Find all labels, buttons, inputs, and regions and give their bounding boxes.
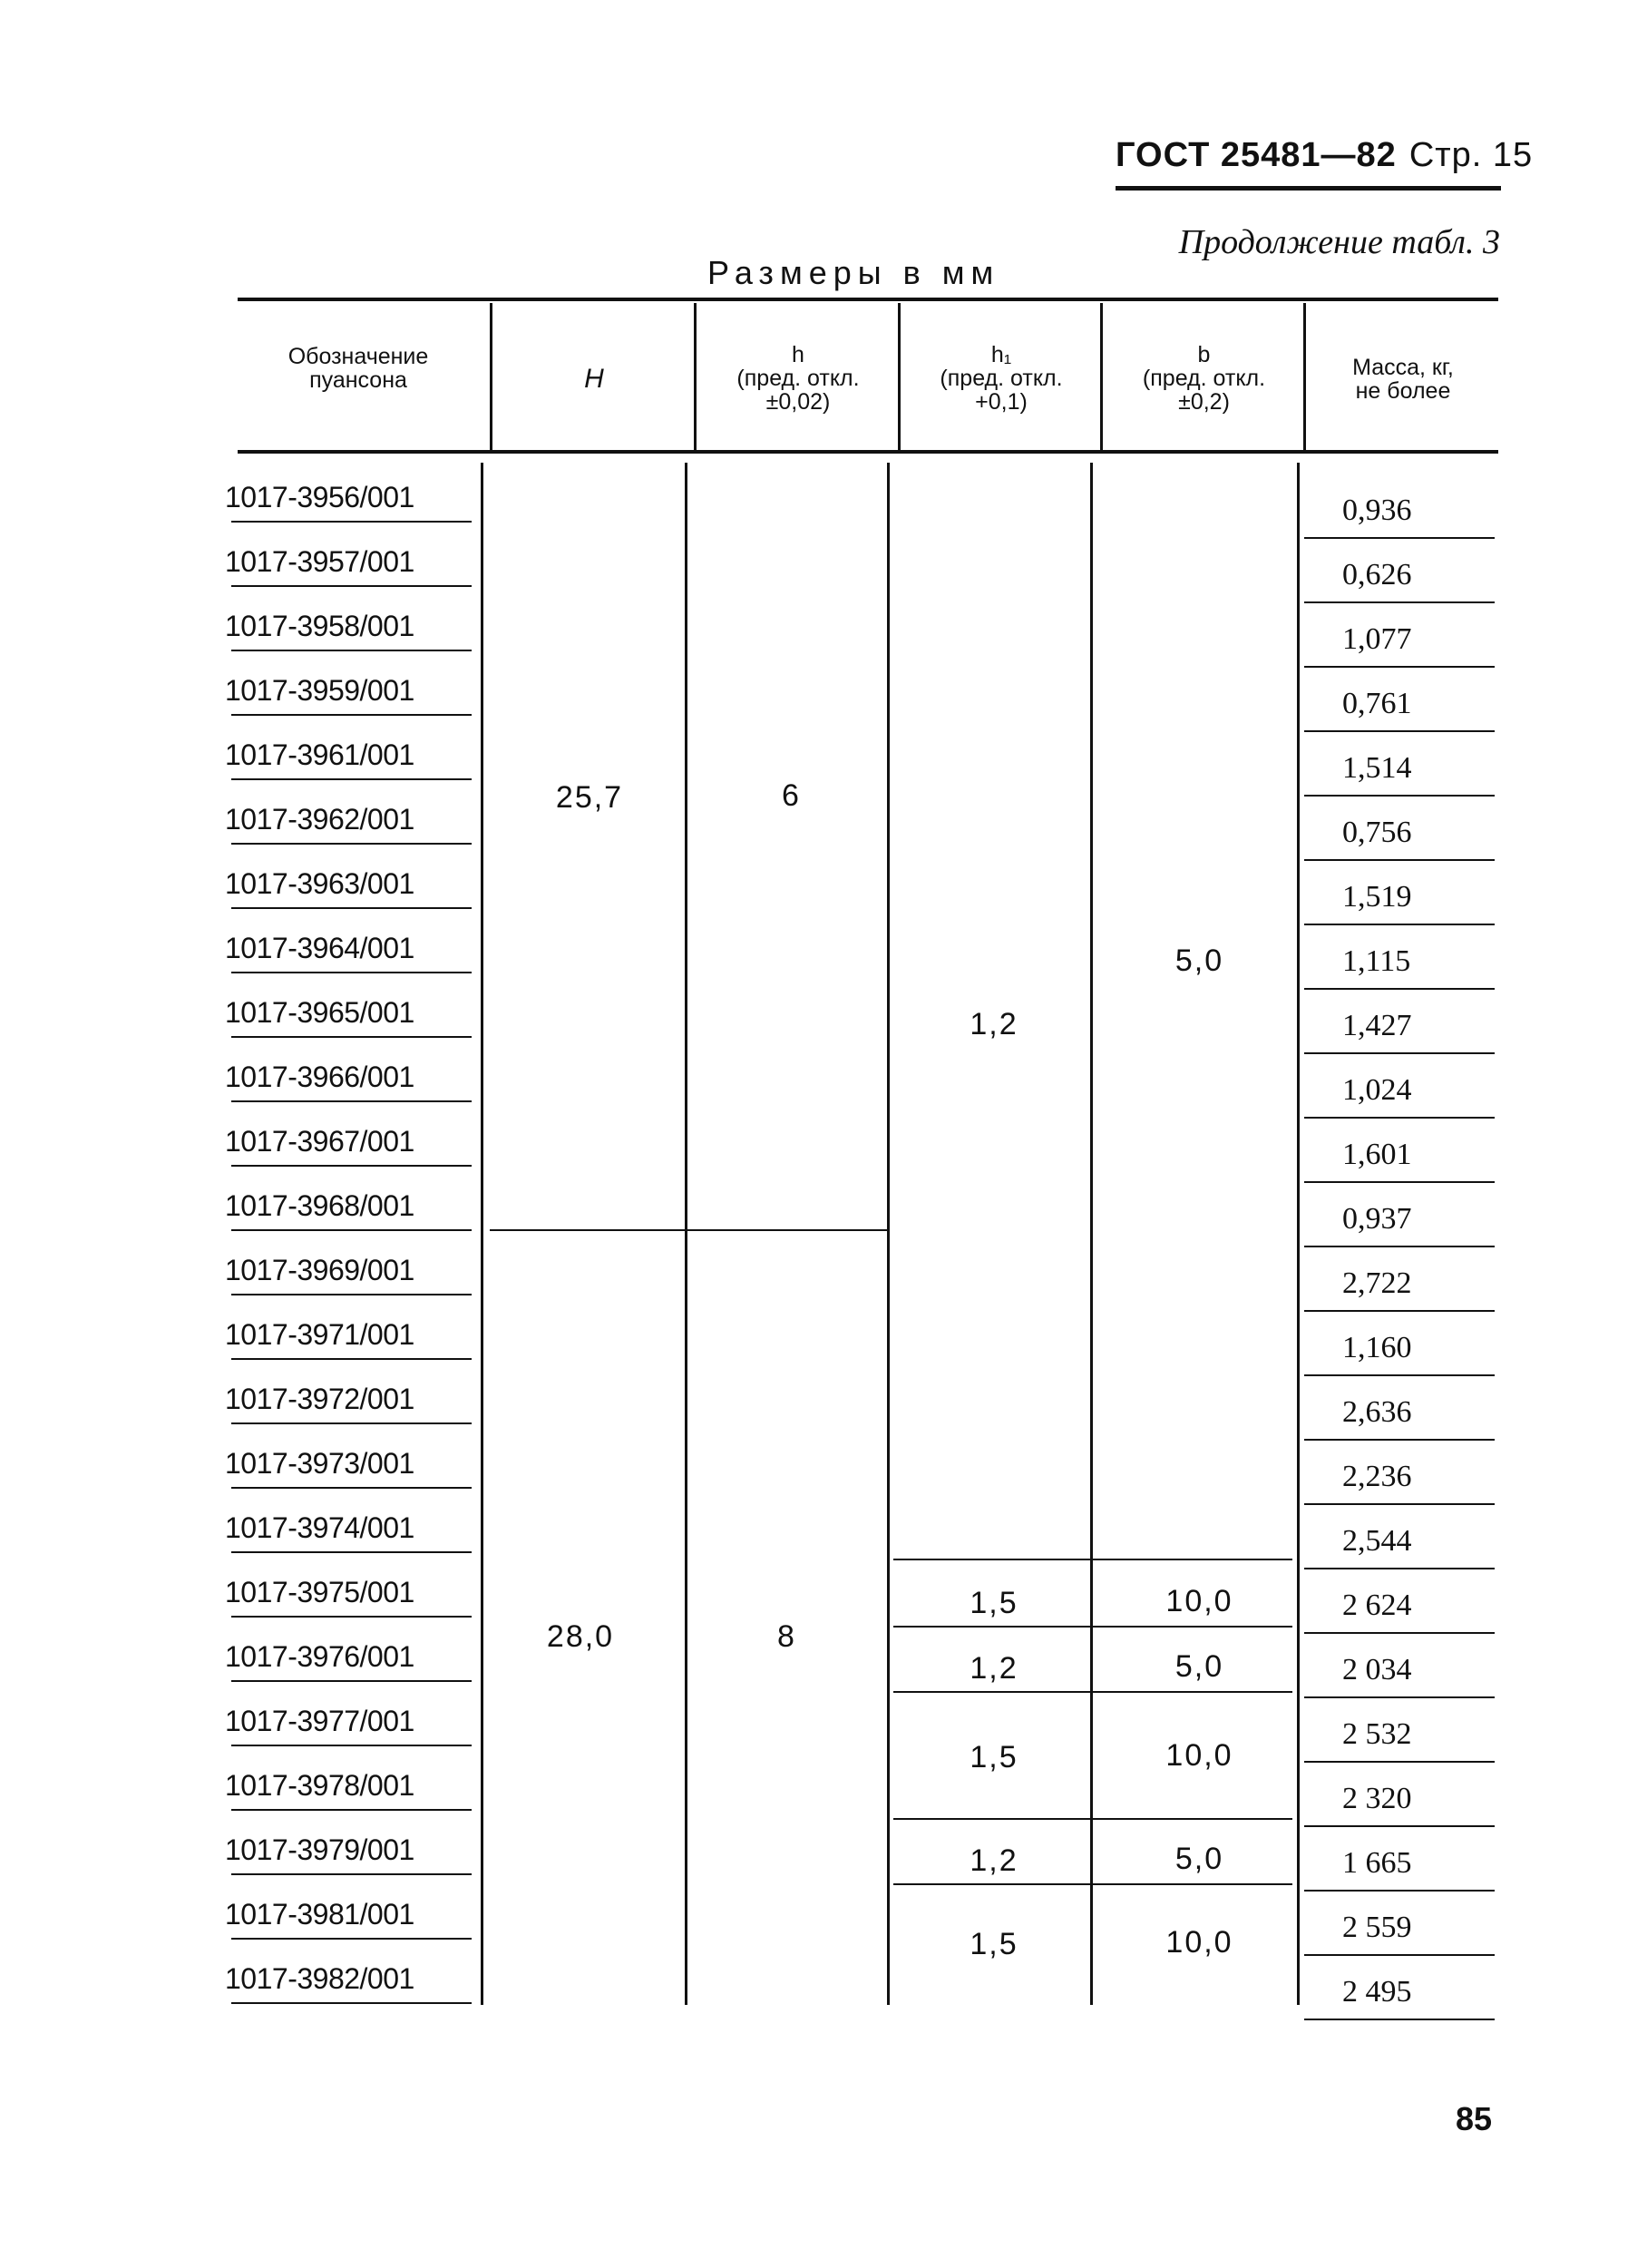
h1-value-g3: 1,5 (970, 1740, 1018, 1774)
document-designation (1116, 136, 1533, 175)
table-top-rule (238, 298, 1498, 301)
mass-underline (1304, 924, 1495, 925)
mass-underline (1304, 795, 1495, 797)
punch-designation: 1017-3958/001 (225, 610, 414, 642)
b-value-g1: 10,0 (1165, 1584, 1233, 1618)
mass-underline (1304, 1503, 1495, 1505)
mass-value: 0,937 (1342, 1202, 1412, 1236)
punch-designation: 1017-3971/001 (225, 1318, 414, 1351)
body-divider-1 (481, 463, 483, 2005)
mass-value: 1 665 (1342, 1846, 1412, 1880)
punch-designation: 1017-3966/001 (225, 1061, 414, 1093)
punch-designation: 1017-3963/001 (225, 867, 414, 900)
punch-designation: 1017-3981/001 (225, 1898, 414, 1931)
h1-value-main: 1,2 (970, 1007, 1018, 1041)
mass-underline (1304, 1052, 1495, 1054)
col-divider-4 (1100, 303, 1103, 450)
designation-underline (231, 1680, 472, 1682)
designation-underline (231, 1422, 472, 1424)
designation-underline (231, 843, 472, 845)
mass-value: 1,601 (1342, 1138, 1412, 1171)
mass-underline (1304, 1761, 1495, 1763)
mass-value: 1,115 (1342, 944, 1411, 978)
mass-value: 0,626 (1342, 558, 1412, 591)
mass-value: 2,544 (1342, 1524, 1412, 1558)
h-value-group1: 6 (782, 778, 801, 813)
designation-underline (231, 1873, 472, 1875)
mass-value: 2 624 (1342, 1589, 1412, 1622)
header-h: h (пред. откл. ±0,02) (736, 342, 860, 415)
subgroup-rule-1 (893, 1559, 1292, 1560)
mass-underline (1304, 1439, 1495, 1441)
subgroup-rule-5 (893, 1883, 1292, 1885)
punch-designation: 1017-3959/001 (225, 674, 414, 707)
mass-value: 2,722 (1342, 1266, 1412, 1300)
mass-value: 1,160 (1342, 1331, 1412, 1364)
mass-value: 1,514 (1342, 751, 1412, 785)
designation-underline (231, 778, 472, 780)
header-bottom-rule (238, 450, 1498, 454)
punch-designation: 1017-3969/001 (225, 1254, 414, 1286)
gost-number: ГОСТ 25481—82 (1116, 136, 1397, 174)
mass-value: 2 532 (1342, 1717, 1412, 1751)
designation-underline (231, 2002, 472, 2004)
designation-underline (231, 650, 472, 651)
mass-underline (1304, 1825, 1495, 1827)
header-rule (1116, 186, 1501, 191)
mass-underline (1304, 666, 1495, 668)
punch-designation: 1017-3979/001 (225, 1833, 414, 1866)
subgroup-rule-4 (893, 1818, 1292, 1820)
mass-underline (1304, 730, 1495, 732)
mass-underline (1304, 1246, 1495, 1247)
b-value-g3: 10,0 (1165, 1738, 1233, 1773)
mass-value: 1,519 (1342, 880, 1412, 914)
h-value-group2: 8 (777, 1619, 796, 1654)
mass-value: 1,077 (1342, 622, 1412, 656)
mass-underline (1304, 1890, 1495, 1892)
mass-underline (1304, 601, 1495, 603)
units-note: Размеры в мм (707, 254, 1000, 291)
designation-underline (231, 1229, 472, 1231)
mass-underline (1304, 1117, 1495, 1119)
mass-underline (1304, 2019, 1495, 2020)
punch-designation: 1017-3982/001 (225, 1962, 414, 1995)
designation-underline (231, 521, 472, 523)
punch-designation: 1017-3968/001 (225, 1189, 414, 1222)
header-designation: Обозначение пуансона (287, 344, 429, 393)
mass-underline (1304, 1632, 1495, 1634)
subgroup-rule-2 (893, 1626, 1292, 1628)
mass-underline (1304, 1181, 1495, 1183)
punch-designation: 1017-3977/001 (225, 1705, 414, 1737)
punch-designation: 1017-3957/001 (225, 545, 414, 578)
H-value-group1: 25,7 (555, 780, 624, 815)
h1-value-g2: 1,2 (970, 1651, 1018, 1686)
designation-underline (231, 907, 472, 909)
designation-underline (231, 1487, 472, 1489)
header-mass: Масса, кг, не более (1352, 355, 1454, 404)
b-value-main: 5,0 (1174, 943, 1224, 978)
mass-value: 2 034 (1342, 1653, 1412, 1686)
mass-underline (1304, 1310, 1495, 1312)
designation-underline (231, 585, 472, 587)
punch-designation: 1017-3956/001 (225, 481, 414, 513)
h1-value-g4: 1,2 (970, 1843, 1018, 1878)
mass-value: 1,427 (1342, 1009, 1412, 1042)
col-divider-5 (1303, 303, 1306, 450)
punch-designation: 1017-3975/001 (225, 1576, 414, 1608)
designation-underline (231, 1809, 472, 1811)
body-divider-3 (887, 463, 890, 2005)
mass-value: 2,236 (1342, 1460, 1412, 1493)
mass-value: 2 320 (1342, 1782, 1412, 1815)
designation-underline (231, 1358, 472, 1360)
H-group-separator (490, 1229, 889, 1231)
punch-designation: 1017-3978/001 (225, 1769, 414, 1802)
punch-designation: 1017-3974/001 (225, 1511, 414, 1544)
h1-value-g5: 1,5 (970, 1927, 1018, 1961)
designation-underline (231, 1551, 472, 1553)
designation-underline (231, 1938, 472, 1940)
mass-value: 2 495 (1342, 1975, 1412, 2009)
mass-underline (1304, 1374, 1495, 1376)
mass-value: 0,761 (1342, 687, 1412, 720)
table-continuation: Продолжение табл. 3 (1178, 223, 1500, 261)
mass-value: 0,936 (1342, 494, 1412, 527)
designation-underline (231, 1616, 472, 1618)
col-divider-1 (490, 303, 492, 450)
mass-value: 2 559 (1342, 1911, 1412, 1944)
mass-underline (1304, 988, 1495, 990)
designation-underline (231, 1745, 472, 1746)
mass-underline (1304, 1954, 1495, 1956)
designation-underline (231, 1036, 472, 1038)
punch-designation: 1017-3967/001 (225, 1125, 414, 1158)
b-value-g5: 10,0 (1165, 1925, 1233, 1960)
mass-underline (1304, 1696, 1495, 1698)
h1-value-g1: 1,5 (970, 1586, 1018, 1620)
mass-value: 1,024 (1342, 1073, 1412, 1107)
col-divider-2 (694, 303, 697, 450)
designation-underline (231, 1294, 472, 1295)
mass-underline (1304, 537, 1495, 539)
punch-designation: 1017-3972/001 (225, 1383, 414, 1415)
mass-value: 2,636 (1342, 1395, 1412, 1429)
b-value-g2: 5,0 (1174, 1649, 1224, 1684)
H-value-group2: 28,0 (546, 1619, 615, 1654)
punch-designation: 1017-3961/001 (225, 738, 414, 771)
designation-underline (231, 1165, 472, 1167)
mass-underline (1304, 859, 1495, 861)
col-divider-3 (898, 303, 901, 450)
header-b: b (пред. откл. ±0,2) (1142, 342, 1266, 415)
designation-underline (231, 714, 472, 716)
header-h1: h₁ (пред. откл. +0,1) (940, 342, 1063, 415)
page-ref: Стр. 15 (1408, 136, 1534, 174)
header-H: H (584, 364, 604, 394)
b-value-g4: 5,0 (1174, 1842, 1224, 1876)
punch-designation: 1017-3964/001 (225, 932, 414, 964)
mass-underline (1304, 1568, 1495, 1569)
body-divider-5 (1297, 463, 1300, 2005)
body-divider-4 (1090, 463, 1093, 2005)
punch-designation: 1017-3976/001 (225, 1640, 414, 1673)
body-divider-2 (685, 463, 687, 2005)
designation-underline (231, 972, 472, 973)
mass-value: 0,756 (1342, 816, 1412, 849)
punch-designation: 1017-3965/001 (225, 996, 414, 1029)
punch-designation: 1017-3973/001 (225, 1447, 414, 1480)
designation-underline (231, 1100, 472, 1102)
subgroup-rule-3 (893, 1691, 1292, 1693)
page-number: 85 (1456, 2100, 1493, 2137)
punch-designation: 1017-3962/001 (225, 803, 414, 836)
